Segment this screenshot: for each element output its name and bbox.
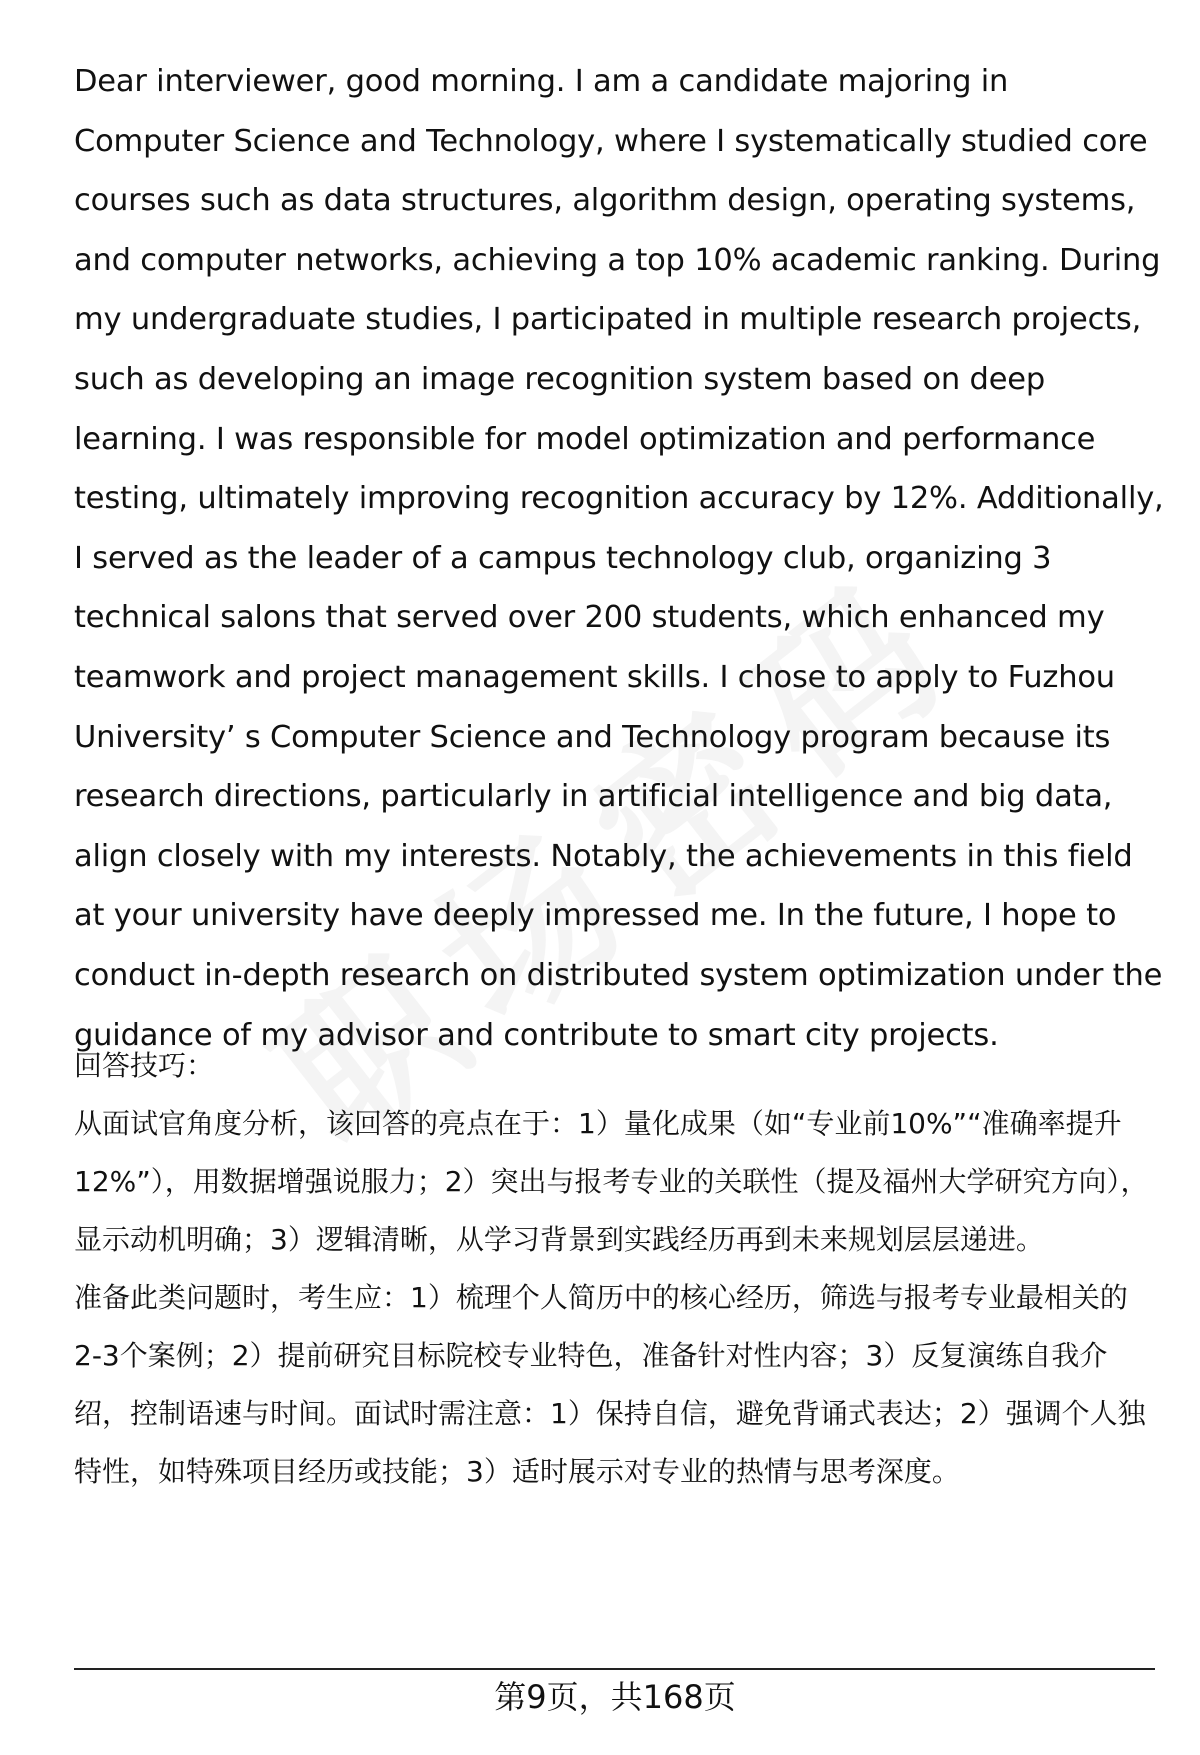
english-answer-paragraph: Dear interviewer, good morning. I am a candidate majoring in Computer Science and Technology, where I systematically studied core courses such as data structures, algorithm design, operating systems, and computer networks, achieving a top 10% academic ranking. During my undergraduate studies, I participated in multiple research projects, such as developing an image recognition system based on deep learning. I was responsible for model optimization and performance testing, ultimately improving recognition accuracy by 12%. Additionally, I served as the leader of a campus technology club, organizing 3 technical salons that served over 200 students, which enhanced my teamwork and project management skills. I chose to apply to Fuzhou University’ s Computer Science and Technology program because its research directions, particularly in artificial intelligence and big data, align closely with my interests. Notably, the achievements in this field at your university have deeply impressed me. In the future, I hope to conduct in-depth research on distributed system optimization under the guidance of my advisor and contribute to smart city projects. [74, 64, 1164, 1053]
tips-preparation-paragraph: 准备此类问题时，考生应：1）梳理个人简历中的核心经历，筛选与报考专业最相关的2-3个案例；2）提前研究目标院校专业特色，准备针对性内容；3）反复演练自我介绍，控制语速与时间。面试时需注意：1）保持自信，避免背诵式表达；2）强调个人独特性，如特殊项目经历或技能；3）适时展示对专业的热情与思考深度。 [74, 1281, 1146, 1488]
answer-tips-section [74, 1037, 1154, 1501]
footer-divider [74, 1668, 1155, 1670]
tips-heading: 回答技巧： [74, 1049, 215, 1082]
page-number: 第9页，共168页 [494, 1678, 736, 1716]
tips-analysis-paragraph: 从面试官角度分析，该回答的亮点在于：1）量化成果（如“专业前10%”“准确率提升12%”），用数据增强说服力；2）突出与报考专业的关联性（提及福州大学研究方向），显示动机明确；3）逻辑清晰，从学习背景到实践经历再到未来规划层层递进。 [74, 1107, 1149, 1256]
